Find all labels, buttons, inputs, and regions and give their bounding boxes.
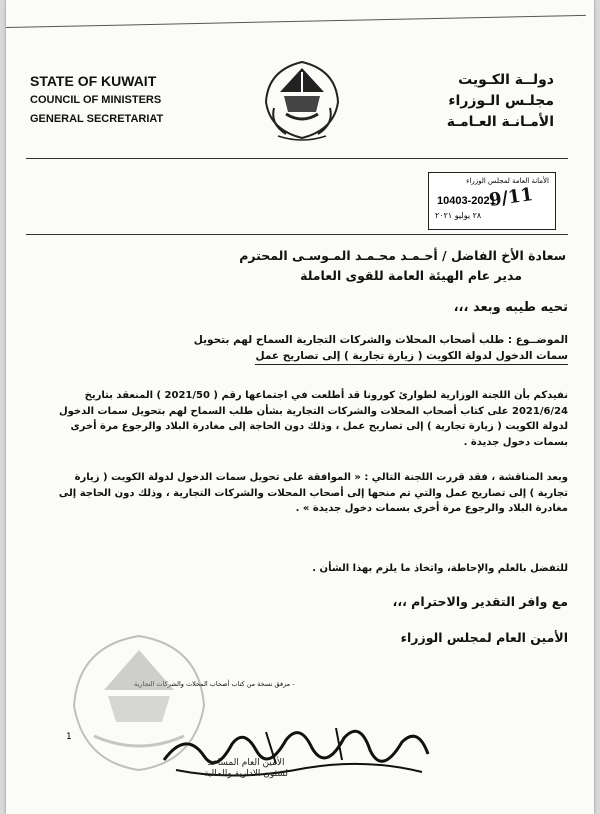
page-edge-line: [6, 15, 586, 28]
reference-stamp: [428, 172, 556, 230]
body-paragraph-2: وبعد المناقشة ، فقد قررت اللجنة التالي : « الموافقة على تحويل سمات الدخول لدولة الكويت ( زيارة تجارية ) إلى تصاريح عمل والتي تم منحها إلى أصحاب المحلات والشركات التجارية ، وذلك دون الحاجة إلى مغادرة البلاد والرجوع مرة أخرى بسمات دخول جديدة » .: [58, 472, 568, 514]
body-paragraph-1: نفيدكم بأن اللجنة الوزارية لطوارئ كورونا قد أطلعت في اجتماعها رقم ( 2021/50 ) المنعقد بتاريخ 2021/6/24 على كتاب أصحاب المحلات والشركات التجارية بشأن طلب السماح لهم بتحويل سمات الدخول لدولة الكويت ( زيارة تجارية ) إلى تصاريح عمل ، وذلك دون الحاجة إلى مغادرة البلاد والرجوع مرة أخرى بسمات دخول جديدة .: [58, 390, 568, 448]
greeting: تحيه طيبه وبعد ،،،: [453, 300, 568, 315]
letterhead-council: COUNCIL OF MINISTERS: [30, 94, 162, 106]
arabic-letterhead: [447, 70, 554, 133]
stamp-handwritten-mark: 9/11: [487, 184, 535, 211]
recipient-name: سعادة الأخ الفاضل / أحـمـد محـمـد المـوسـى المحترم: [239, 248, 566, 263]
marginal-number: 1: [66, 732, 72, 742]
recipient-title: مدير عام الهيئة العامة للقوى العاملة: [300, 268, 522, 283]
subject-line-2: سمات الدخول لدولة الكويت ( زيارة تجارية ) إلى تصاريح عمل: [255, 348, 568, 365]
header-divider: [26, 158, 568, 159]
subject-block: [148, 332, 568, 365]
signature-title-2: لشئون الادارية والمالية: [203, 769, 289, 779]
closing-line: مع وافر التقدير والاحترام ،،،: [392, 594, 568, 609]
signature-title-1: الأمين العام المساعد: [207, 758, 285, 768]
letter-page: [6, 0, 594, 814]
stamp-date: ٢٨ يوليو ٢٠٢١: [435, 211, 482, 220]
enclosure-note: - مرفق نسخة من كتاب أصحاب المحلات والشركات التجارية: [134, 680, 295, 688]
recipient-block: [46, 246, 566, 286]
body-paragraph-3: للتفضل بالعلم والإحاطة، واتخاذ ما يلزم بهذا الشأن .: [312, 563, 568, 574]
stamp-office: الأمانة العامة لمجلس الوزراء: [466, 177, 549, 185]
kuwait-emblem-logo: [256, 52, 348, 144]
letterhead-secretariat: GENERAL SECRETARIAT: [30, 113, 164, 125]
letterhead-ar-council: مجلـس الـوزراء: [448, 93, 554, 109]
subject-line-1: الموضــوع : طلب أصحاب المحلات والشركات التجارية السماح لهم بتحويل: [193, 334, 568, 346]
letterhead-ar-secretariat: الأمـانـة العـامـة: [446, 114, 554, 130]
letterhead-state: STATE OF KUWAIT: [30, 73, 157, 89]
signature-block: [186, 758, 306, 780]
stamp-number: 10403-2021: [437, 195, 496, 207]
english-letterhead: [30, 72, 163, 129]
letterhead-ar-state: دولــة الكـويت: [458, 72, 554, 88]
signatory-title: الأمين العام لمجلس الوزراء: [400, 630, 568, 645]
stamp-divider: [26, 234, 568, 235]
